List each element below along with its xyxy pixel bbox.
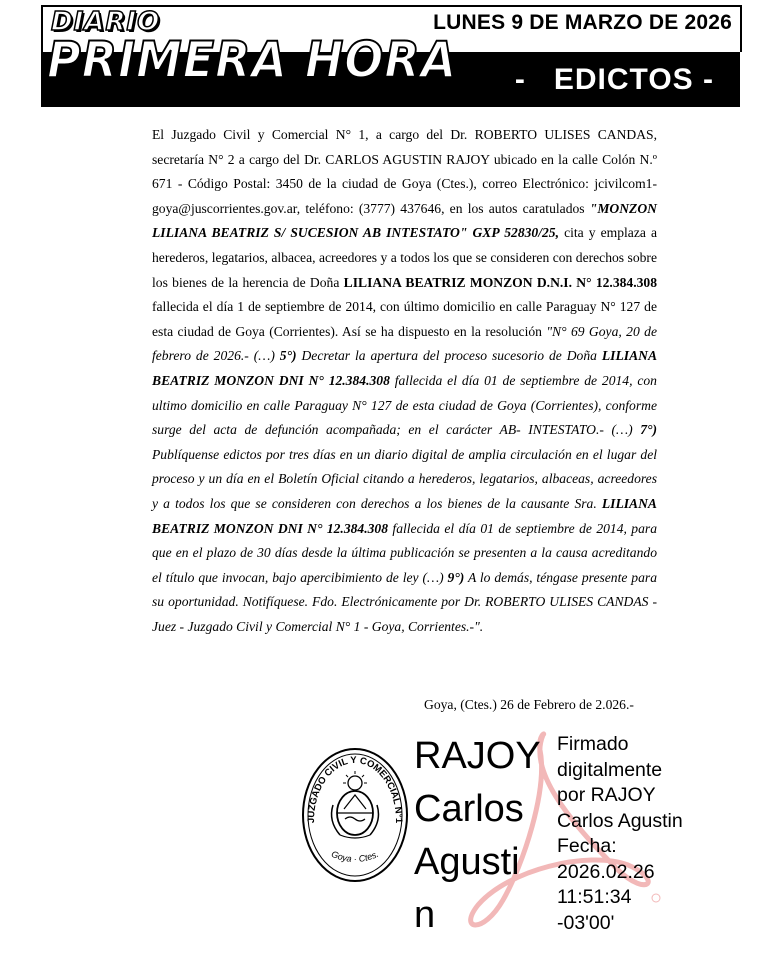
masthead [41,5,740,107]
signer-name-line: n [414,894,436,936]
quote-text: Publíquense edictos por tres días en un diario digital de amplia circulación en el lugar del proceso y un día en el Boletín Oficial citando a herederos, legatarios, albaceas, acreedores y a todos los que se consideren con derechos a los bienes de la causante Sra. [152,446,657,511]
item-number: 5°) [279,348,297,364]
signature-detail-line: Fecha: [557,835,617,857]
seal-ring-text: JUZGADO CIVIL Y COMERCIAL N°1 [305,754,405,824]
quote-text: fallecida el día 01 de septiembre de 2014, con ultimo domicilio en calle Paraguay N° 127 de esta ciudad de Goya (Corrientes), conforme surge del acta de defunción acompañada; en el carácter AB- INTESTATO.- (…) [152,372,657,438]
signature-detail-line: por RAJOY [557,784,656,806]
signer-name-line: Carlos [414,788,524,830]
quote-text: A lo demás, téngase presente para su oportunidad. Notifíquese. Fdo. Electrónicamente por Dr. ROBERTO ULISES CANDAS - Juez - Juzgado Civil y Comercial N° 1 - Goya, Corrientes.-". [152,569,657,634]
edict-text: fallecida el día 1 de septiembre de 2014, con último domicilio en calle Paraguay N° 127 de esta ciudad de Goya (Corrientes). Así se ha dispuesto en la resolución [152,299,657,339]
deceased-name: LILIANA BEATRIZ MONZON DNI N° 12.384.308 [152,495,657,536]
brand-large: PRIMERA HORA [47,31,458,89]
deceased-name: LILIANA BEATRIZ MONZON D.N.I. N° 12.384.308 [343,274,658,290]
signature-detail-line: 11:51:34 [557,886,632,908]
quote-text: fallecida el día 01 de septiembre de 2014, para que en el plazo de 30 días desde la última publicación se presenten a la causa acreditando el título que invocan, bajo apercibimiento de ley (…) [152,520,657,585]
quote-text: Decretar la apertura del proceso sucesorio de Doña [296,348,602,364]
edict-paragraph [152,123,657,639]
signature-detail-line: Carlos Agustin [557,809,683,832]
signer-name [414,730,544,942]
item-number: 9°) [447,569,465,585]
signature-details [557,732,727,936]
quote-text: "N° 69 Goya, 20 de febrero de 2026.- (…) [152,323,657,364]
item-number: 7°) [640,422,657,438]
edict-text: cita y emplaza a herederos, legatarios, albacea, acreedores y a todos los que se consideren con derechos sobre los bienes de la herencia de Doña [152,225,657,290]
signature-detail-line: Firmado [557,733,629,755]
issue-date: LUNES 9 DE MARZO DE 2026 [433,11,732,34]
edict-body [152,123,657,639]
seal-bottom-text: Goya · Ctes. [329,848,381,865]
signature-detail-line: -03'00' [557,911,615,934]
signature-detail-line: 2026.02.26 [557,860,655,883]
edict-text: El Juzgado Civil y Comercial N° 1, a cargo del Dr. ROBERTO ULISES CANDAS, secretaría N° 2 a cargo del Dr. CARLOS AGUSTIN RAJOY ubicado en la calle Colón N.º 671 - Código Postal: 3450 de la ciudad de Goya (Ctes.), correo Electrónico: jcivilcom1-goya@juscorrientes.gov.ar, teléfono: (3777) 437646, en los autos caratulados [152,127,657,216]
coat-of-arms-icon [332,771,379,838]
section-title: - EDICTOS - [514,63,714,96]
signer-name-line: Agusti [414,841,520,883]
place-date: Goya, (Ctes.) 26 de Febrero de 2.026.- [424,697,634,712]
deceased-name: LILIANA BEATRIZ MONZON DNI N° 12.384.308 [152,348,658,388]
court-seal [300,743,410,883]
brand-small: DIARIO [51,7,161,37]
signature-detail-line: digitalmente [557,758,663,781]
signer-name-line: RAJOY [414,735,541,777]
case-title: "MONZON LILIANA BEATRIZ S/ SUCESION AB INTESTATO" GXP 52830/25, [152,200,657,241]
